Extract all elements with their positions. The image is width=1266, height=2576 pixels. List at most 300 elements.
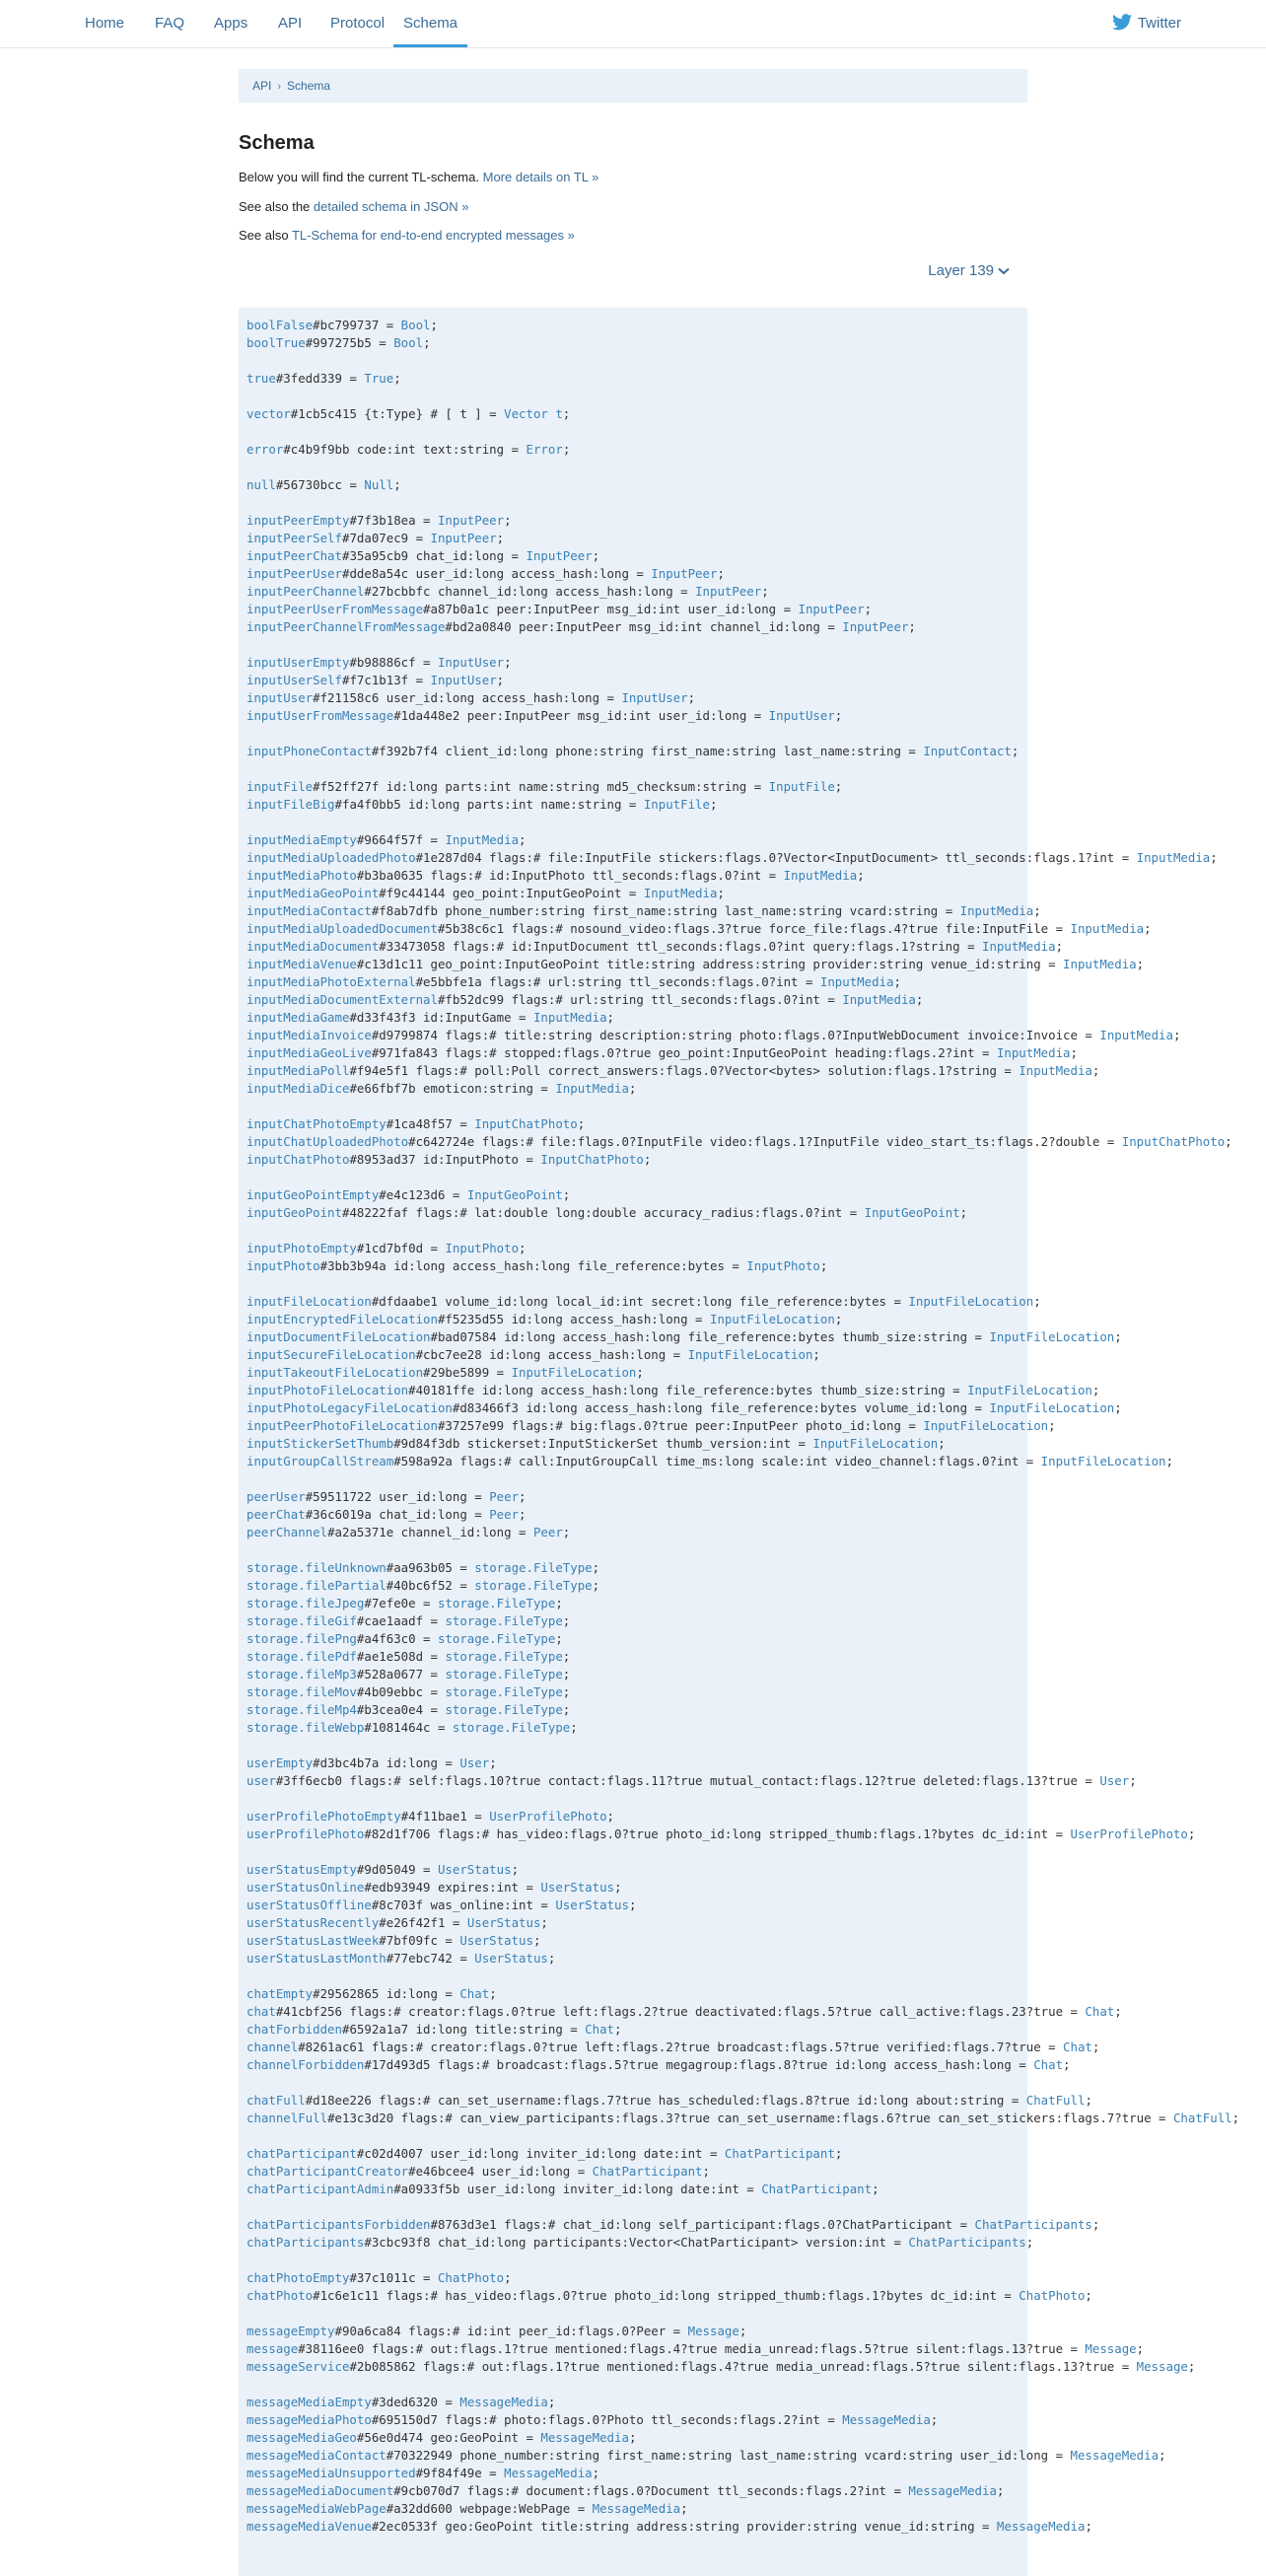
type-link[interactable]: ChatParticipant xyxy=(724,2146,835,2161)
type-link[interactable]: UserProfilePhoto xyxy=(1070,1826,1188,1841)
type-link[interactable]: InputFileLocation xyxy=(967,1383,1092,1397)
constructor-link[interactable]: inputMediaGeoPoint xyxy=(246,886,380,900)
schema-line xyxy=(246,1754,1020,1772)
type-link[interactable]: InputMedia xyxy=(1019,1063,1092,1078)
type-link[interactable]: InputFileLocation xyxy=(709,1312,835,1326)
type-link[interactable]: Bool xyxy=(400,318,431,332)
type-link[interactable]: UserProfilePhoto xyxy=(489,1809,607,1824)
type-link[interactable]: InputFileLocation xyxy=(1040,1454,1166,1468)
line-terminator: ; xyxy=(1055,939,1064,954)
type-link[interactable]: InputMedia xyxy=(555,1081,629,1096)
line-terminator: ; xyxy=(628,1081,637,1096)
type-link[interactable]: Peer xyxy=(489,1489,520,1504)
type-link[interactable]: InputChatPhoto xyxy=(1121,1134,1226,1149)
line-terminator: ; xyxy=(834,779,843,794)
constructor-link[interactable]: inputMediaGeoLive xyxy=(246,1045,372,1060)
type-link[interactable]: storage.FileType xyxy=(445,1702,563,1717)
constructor-link[interactable]: messageMediaContact xyxy=(246,2448,387,2463)
constructor-params: #8953ad37 id:InputPhoto = xyxy=(349,1152,541,1167)
type-link[interactable]: InputFileLocation xyxy=(908,1294,1034,1309)
constructor-link[interactable]: storage.fileUnknown xyxy=(246,1560,387,1575)
line-terminator: ; xyxy=(628,1897,637,1912)
type-link[interactable]: Peer xyxy=(489,1507,520,1522)
constructor-params: #8261ac61 flags:# creator:flags.0?true left:flags.2?true broadcast:flags.5?true verified:flags.7?true = xyxy=(298,2039,1064,2054)
type-link[interactable]: InputPeer xyxy=(695,584,762,599)
constructor-link[interactable]: inputPeerPhotoFileLocation xyxy=(246,1418,438,1433)
constructor-link[interactable]: storage.filePartial xyxy=(246,1578,387,1593)
constructor-link[interactable]: messageMediaDocument xyxy=(246,2483,394,2498)
constructor-link[interactable]: chatForbidden xyxy=(246,2022,342,2037)
type-link[interactable]: Error xyxy=(526,442,563,457)
type-link[interactable]: InputContact xyxy=(923,744,1012,758)
line-terminator: ; xyxy=(834,1312,843,1326)
line-terminator: ; xyxy=(489,1986,497,2001)
constructor-link[interactable]: inputMediaGame xyxy=(246,1010,350,1025)
layer-label: Layer 139 xyxy=(928,262,994,279)
constructor-params: #b3cea0e4 = xyxy=(356,1702,446,1717)
type-link[interactable]: InputFile xyxy=(768,779,835,794)
type-link[interactable]: InputMedia xyxy=(819,974,894,989)
type-link[interactable]: UserStatus xyxy=(437,1862,512,1877)
constructor-link[interactable]: messageMediaGeo xyxy=(246,2430,357,2445)
type-link[interactable]: UserStatus xyxy=(459,1933,533,1948)
constructor-link[interactable]: messageService xyxy=(246,2359,350,2374)
schema-blank-line xyxy=(246,814,1020,831)
constructor-link[interactable]: peerUser xyxy=(246,1489,306,1504)
schema-line xyxy=(246,991,1020,1009)
type-link[interactable]: InputFileLocation xyxy=(989,1329,1115,1344)
constructor-link[interactable]: inputUserEmpty xyxy=(246,655,350,670)
type-link[interactable]: storage.FileType xyxy=(452,1720,571,1735)
type-link[interactable]: Message xyxy=(1085,2341,1137,2356)
type-link[interactable]: InputMedia xyxy=(783,868,858,883)
breadcrumb-separator: › xyxy=(277,81,282,93)
line-terminator: ; xyxy=(423,335,431,350)
constructor-link[interactable]: inputUser xyxy=(246,690,314,705)
line-terminator: ; xyxy=(1025,2235,1034,2250)
nav-api[interactable]: API xyxy=(278,15,303,32)
constructor-link[interactable]: inputGroupCallStream xyxy=(246,1454,394,1468)
type-link[interactable]: User xyxy=(1099,1773,1130,1788)
type-link[interactable]: ChatPhoto xyxy=(1019,2288,1086,2303)
constructor-params: #f94e5f1 flags:# poll:Poll correct_answers:flags.0?Vector<bytes> solution:flags.1?string = xyxy=(349,1063,1020,1078)
schema-line xyxy=(246,707,1020,725)
constructor-link[interactable]: inputPeerSelf xyxy=(246,531,342,545)
constructor-params: #e5bbfe1a flags:# url:string ttl_seconds:flags.0?int = xyxy=(415,974,820,989)
constructor-link[interactable]: vector xyxy=(246,406,291,421)
constructor-link[interactable]: inputSecureFileLocation xyxy=(246,1347,416,1362)
constructor-link[interactable]: userStatusOnline xyxy=(246,1880,365,1895)
type-link[interactable]: storage.FileType xyxy=(437,1631,556,1646)
constructor-link[interactable]: chatParticipantCreator xyxy=(246,2164,409,2179)
constructor-link[interactable]: inputChatUploadedPhoto xyxy=(246,1134,409,1149)
constructor-link[interactable]: inputEncryptedFileLocation xyxy=(246,1312,438,1326)
type-link[interactable]: InputPeer xyxy=(651,566,718,581)
type-link[interactable]: MessageMedia xyxy=(842,2412,931,2427)
constructor-link[interactable]: inputPeerEmpty xyxy=(246,513,350,528)
constructor-link[interactable]: inputMediaVenue xyxy=(246,957,357,971)
constructor-link[interactable]: inputPeerUser xyxy=(246,566,342,581)
schema-line xyxy=(246,618,1020,636)
constructor-link[interactable]: inputPeerChat xyxy=(246,548,342,563)
constructor-link[interactable]: inputGeoPoint xyxy=(246,1205,342,1220)
constructor-link[interactable]: inputMediaPoll xyxy=(246,1063,350,1078)
type-link[interactable]: storage.FileType xyxy=(445,1684,563,1699)
type-link[interactable]: InputPeer xyxy=(430,531,497,545)
schema-line xyxy=(246,2429,1020,2447)
constructor-params: #fa4f0bb5 id:long parts:int name:string = xyxy=(334,797,644,812)
type-link[interactable]: User xyxy=(459,1755,490,1770)
line-terminator: ; xyxy=(592,1578,600,1593)
schema-line xyxy=(246,778,1020,796)
constructor-link[interactable]: storage.filePng xyxy=(246,1631,357,1646)
constructor-link[interactable]: inputMediaInvoice xyxy=(246,1028,372,1042)
line-terminator: ; xyxy=(519,1507,527,1522)
type-link[interactable]: InputUser xyxy=(437,655,505,670)
schema-line xyxy=(246,1879,1020,1896)
type-link[interactable]: MessageMedia xyxy=(996,2519,1086,2534)
constructor-link[interactable]: boolTrue xyxy=(246,335,306,350)
type-link[interactable]: InputFileLocation xyxy=(687,1347,813,1362)
schema-line xyxy=(246,1524,1020,1541)
line-terminator: ; xyxy=(532,1933,541,1948)
constructor-link[interactable]: chatEmpty xyxy=(246,1986,314,2001)
type-link[interactable]: MessageMedia xyxy=(504,2466,593,2480)
line-terminator: ; xyxy=(489,1755,497,1770)
schema-line xyxy=(246,743,1020,760)
line-terminator: ; xyxy=(1136,957,1145,971)
type-link[interactable]: InputMedia xyxy=(1063,957,1137,971)
line-terminator: ; xyxy=(540,1915,548,1930)
constructor-link[interactable]: inputFile xyxy=(246,779,314,794)
type-link[interactable]: Chat xyxy=(1033,2057,1064,2072)
type-link[interactable]: InputMedia xyxy=(1136,850,1211,865)
constructor-link[interactable]: inputFileLocation xyxy=(246,1294,372,1309)
type-link[interactable]: InputUser xyxy=(768,708,835,723)
e2e-schema-link[interactable]: TL-Schema for end-to-end encrypted messages » xyxy=(291,228,575,243)
constructor-link[interactable]: inputMediaUploadedPhoto xyxy=(246,850,416,865)
type-link[interactable]: InputChatPhoto xyxy=(540,1152,644,1167)
constructor-link[interactable]: userStatusLastMonth xyxy=(246,1951,387,1966)
type-link[interactable]: UserStatus xyxy=(474,1951,548,1966)
constructor-params: #56e0d474 geo:GeoPoint = xyxy=(356,2430,541,2445)
type-link[interactable]: InputMedia xyxy=(996,1045,1071,1060)
line-terminator: ; xyxy=(1033,1294,1041,1309)
type-link[interactable]: storage.FileType xyxy=(445,1667,563,1682)
type-link[interactable]: Null xyxy=(364,477,394,492)
constructor-link[interactable]: inputPhotoEmpty xyxy=(246,1241,357,1255)
type-link[interactable]: InputMedia xyxy=(643,886,718,900)
constructor-params: #27bcbbfc channel_id:long access_hash:long = xyxy=(364,584,696,599)
line-terminator: ; xyxy=(519,1489,527,1504)
constructor-link[interactable]: chatPhoto xyxy=(246,2288,314,2303)
line-terminator: ; xyxy=(562,1525,571,1539)
type-link[interactable]: InputUser xyxy=(621,690,688,705)
constructor-link[interactable]: storage.fileMp3 xyxy=(246,1667,357,1682)
type-link[interactable]: ChatFull xyxy=(1172,2111,1232,2125)
constructor-link[interactable]: inputUserSelf xyxy=(246,673,342,687)
schema-line xyxy=(246,1364,1020,1382)
constructor-link[interactable]: chatParticipant xyxy=(246,2146,357,2161)
constructor-link[interactable]: inputDocumentFileLocation xyxy=(246,1329,431,1344)
constructor-params: #cbc7ee28 id:long access_hash:long = xyxy=(415,1347,688,1362)
breadcrumb-schema[interactable]: Schema xyxy=(287,79,331,93)
constructor-link[interactable]: inputPeerUserFromMessage xyxy=(246,602,424,616)
line-terminator: ; xyxy=(562,442,571,457)
schema-line xyxy=(246,1062,1100,1080)
line-terminator: ; xyxy=(496,531,505,545)
constructor-link[interactable]: chatFull xyxy=(246,2093,306,2108)
type-link[interactable]: Message xyxy=(687,2324,739,2338)
constructor-link[interactable]: peerChannel xyxy=(246,1525,328,1539)
type-link[interactable]: UserStatus xyxy=(555,1897,629,1912)
constructor-link[interactable]: inputPhotoFileLocation xyxy=(246,1383,409,1397)
type-link[interactable]: ChatParticipant xyxy=(592,2164,703,2179)
line-terminator: ; xyxy=(864,602,873,616)
constructor-link[interactable]: message xyxy=(246,2341,299,2356)
type-link[interactable]: ChatParticipants xyxy=(908,2235,1026,2250)
type-link[interactable]: InputGeoPoint xyxy=(864,1205,960,1220)
type-link[interactable]: storage.FileType xyxy=(474,1560,593,1575)
line-terminator: ; xyxy=(562,1667,571,1682)
type-link[interactable]: ChatFull xyxy=(1025,2093,1086,2108)
type-link[interactable]: InputMedia xyxy=(1070,921,1145,936)
type-link[interactable]: Chat xyxy=(1085,2004,1115,2019)
type-link[interactable]: InputMedia xyxy=(842,992,916,1007)
type-link[interactable]: MessageMedia xyxy=(592,2501,681,2516)
type-link[interactable]: storage.FileType xyxy=(445,1613,563,1628)
constructor-link[interactable]: null xyxy=(246,477,276,492)
line-terminator: ; xyxy=(1063,2057,1071,2072)
type-link[interactable]: UserStatus xyxy=(540,1880,615,1895)
type-link[interactable]: storage.FileType xyxy=(437,1596,556,1610)
constructor-link[interactable]: inputMediaEmpty xyxy=(246,832,357,847)
constructor-link[interactable]: storage.filePdf xyxy=(246,1649,357,1664)
schema-line xyxy=(246,849,1218,867)
constructor-link[interactable]: inputPeerChannelFromMessage xyxy=(246,619,446,634)
type-link[interactable]: MessageMedia xyxy=(1070,2448,1160,2463)
schema-line xyxy=(246,654,1020,672)
schema-line xyxy=(246,1648,1020,1666)
schema-line xyxy=(246,938,1064,956)
type-link[interactable]: InputFile xyxy=(643,797,710,812)
constructor-link[interactable]: peerChat xyxy=(246,1507,306,1522)
constructor-params: #9f84f49e = xyxy=(415,2466,505,2480)
constructor-link[interactable]: inputChatPhoto xyxy=(246,1152,350,1167)
type-link[interactable]: InputPeer xyxy=(842,619,909,634)
type-link[interactable]: InputPeer xyxy=(526,548,593,563)
constructor-params: #bad07584 id:long access_hash:long file_reference:bytes thumb_size:string = xyxy=(430,1329,990,1344)
constructor-params: #d83466f3 id:long access_hash:long file_reference:bytes volume_id:long = xyxy=(452,1400,990,1415)
constructor-params: #e46bcee4 user_id:long = xyxy=(408,2164,593,2179)
constructor-link[interactable]: inputUserFromMessage xyxy=(246,708,394,723)
constructor-link[interactable]: messageMediaEmpty xyxy=(246,2395,372,2409)
nav-protocol[interactable]: Protocol xyxy=(330,15,386,32)
constructor-link[interactable]: storage.fileJpeg xyxy=(246,1596,365,1610)
constructor-link[interactable]: channel xyxy=(246,2039,299,2054)
constructor-params: #8c703f was_online:int = xyxy=(371,1897,556,1912)
constructor-link[interactable]: inputPeerChannel xyxy=(246,584,365,599)
type-link[interactable]: ChatPhoto xyxy=(437,2270,505,2285)
nav-home[interactable]: Home xyxy=(85,15,125,32)
type-link[interactable]: InputPeer xyxy=(437,513,505,528)
breadcrumb-api[interactable]: API xyxy=(252,79,272,93)
constructor-link[interactable]: channelForbidden xyxy=(246,2057,365,2072)
e2e-line xyxy=(239,228,575,243)
constructor-link[interactable]: messageEmpty xyxy=(246,2324,335,2338)
constructor-link[interactable]: userProfilePhotoEmpty xyxy=(246,1809,401,1824)
constructor-link[interactable]: inputPhoto xyxy=(246,1258,320,1273)
schema-line xyxy=(246,1453,1173,1470)
type-link[interactable]: InputFileLocation xyxy=(989,1400,1115,1415)
type-link[interactable]: InputPeer xyxy=(798,602,865,616)
constructor-params: #5b38c6c1 flags:# nosound_video:flags.3?true force_file:flags.4?true file:InputFile = xyxy=(437,921,1071,936)
constructor-link[interactable]: inputMediaPhotoExternal xyxy=(246,974,416,989)
type-link[interactable]: storage.FileType xyxy=(445,1649,563,1664)
line-terminator: ; xyxy=(562,1684,571,1699)
constructor-link[interactable]: inputPhoneContact xyxy=(246,744,372,758)
line-terminator: ; xyxy=(555,1596,563,1610)
constructor-link[interactable]: chatParticipants xyxy=(246,2235,365,2250)
constructor-params: #971fa843 flags:# stopped:flags.0?true geo_point:InputGeoPoint heading:flags.2?int = xyxy=(371,1045,997,1060)
constructor-params: #dde8a54c user_id:long access_hash:long = xyxy=(341,566,652,581)
type-link[interactable]: ChatParticipant xyxy=(761,2182,873,2196)
constructor-link[interactable]: userStatusOffline xyxy=(246,1897,372,1912)
json-prefix: See also the xyxy=(239,199,311,214)
type-link[interactable]: Chat xyxy=(585,2022,615,2037)
schema-line xyxy=(246,1328,1122,1346)
constructor-link[interactable]: chat xyxy=(246,2004,276,2019)
constructor-link[interactable]: storage.fileMp4 xyxy=(246,1702,357,1717)
constructor-link[interactable]: inputPhotoLegacyFileLocation xyxy=(246,1400,453,1415)
schema-blank-line xyxy=(246,1275,1020,1293)
intro-line xyxy=(239,170,598,184)
type-link[interactable]: Chat xyxy=(459,1986,490,2001)
line-terminator: ; xyxy=(930,2412,939,2427)
line-terminator: ; xyxy=(562,406,571,421)
type-link[interactable]: MessageMedia xyxy=(540,2430,629,2445)
schema-line xyxy=(246,1009,1020,1027)
json-schema-link[interactable]: detailed schema in JSON » xyxy=(313,199,469,214)
constructor-link[interactable]: chatParticipantsForbidden xyxy=(246,2217,431,2232)
constructor-link[interactable]: inputGeoPointEmpty xyxy=(246,1187,380,1202)
constructor-link[interactable]: userStatusEmpty xyxy=(246,1862,357,1877)
constructor-link[interactable]: inputMediaUploadedDocument xyxy=(246,921,438,936)
constructor-link[interactable]: inputMediaDice xyxy=(246,1081,350,1096)
constructor-link[interactable]: error xyxy=(246,442,284,457)
constructor-link[interactable]: inputChatPhotoEmpty xyxy=(246,1116,387,1131)
type-link[interactable]: InputUser xyxy=(430,673,497,687)
constructor-link[interactable]: storage.fileMov xyxy=(246,1684,357,1699)
schema-line xyxy=(246,2234,1034,2252)
schema-line xyxy=(246,441,1020,459)
type-link[interactable]: MessageMedia xyxy=(908,2483,997,2498)
line-terminator: ; xyxy=(761,584,769,599)
type-link[interactable]: True xyxy=(364,371,394,386)
constructor-params: #2b085862 flags:# out:flags.1?true mentioned:flags.4?true media_unread:flags.5?true silent:flags.13?true = xyxy=(349,2359,1137,2374)
schema-line xyxy=(246,2181,1020,2198)
line-terminator: ; xyxy=(1187,2359,1196,2374)
schema-text xyxy=(239,308,1240,2544)
constructor-params: #1cd7bf0d = xyxy=(356,1241,446,1255)
type-link[interactable]: InputPhoto xyxy=(445,1241,520,1255)
constructor-link[interactable]: messageMediaWebPage xyxy=(246,2501,387,2516)
nav-faq[interactable]: FAQ xyxy=(155,15,185,32)
constructor-link[interactable]: storage.fileGif xyxy=(246,1613,357,1628)
schema-blank-line xyxy=(246,1737,1020,1754)
constructor-link[interactable]: userEmpty xyxy=(246,1755,314,1770)
type-link[interactable]: storage.FileType xyxy=(474,1578,593,1593)
constructor-link[interactable]: inputMediaContact xyxy=(246,903,372,918)
schema-blank-line xyxy=(246,1098,1020,1115)
type-link[interactable]: InputFileLocation xyxy=(812,1436,939,1451)
schema-line xyxy=(246,2465,1020,2482)
constructor-link[interactable]: inputMediaDocumentExternal xyxy=(246,992,438,1007)
type-link[interactable]: InputGeoPoint xyxy=(466,1187,563,1202)
type-link[interactable]: InputMedia xyxy=(1099,1028,1173,1042)
constructor-link[interactable]: user xyxy=(246,1773,276,1788)
type-link[interactable]: Bool xyxy=(393,335,424,350)
constructor-link[interactable]: inputStickerSetThumb xyxy=(246,1436,394,1451)
type-link[interactable]: Chat xyxy=(1063,2039,1092,2054)
constructor-link[interactable]: messageMediaPhoto xyxy=(246,2412,372,2427)
schema-blank-line xyxy=(246,2074,1020,2092)
schema-line xyxy=(246,2163,1020,2181)
constructor-params: #a4f63c0 = xyxy=(356,1631,438,1646)
type-link[interactable]: InputChatPhoto xyxy=(474,1116,578,1131)
type-link[interactable]: InputFileLocation xyxy=(511,1365,637,1380)
constructor-link[interactable]: channelFull xyxy=(246,2111,328,2125)
type-link[interactable]: InputMedia xyxy=(532,1010,607,1025)
constructor-link[interactable]: chatParticipantAdmin xyxy=(246,2182,394,2196)
twitter-link[interactable] xyxy=(1112,0,1181,47)
constructor-link[interactable]: inputTakeoutFileLocation xyxy=(246,1365,424,1380)
schema-line xyxy=(246,1808,1020,1825)
type-link[interactable]: Message xyxy=(1136,2359,1188,2374)
constructor-link[interactable]: boolFalse xyxy=(246,318,314,332)
line-terminator: ; xyxy=(1033,903,1041,918)
type-link[interactable]: InputPhoto xyxy=(746,1258,820,1273)
line-terminator: ; xyxy=(592,2466,600,2480)
constructor-link[interactable]: inputMediaPhoto xyxy=(246,868,357,883)
type-link[interactable]: InputFileLocation xyxy=(923,1418,1049,1433)
constructor-link[interactable]: inputMediaDocument xyxy=(246,939,380,954)
nav-apps[interactable]: Apps xyxy=(214,15,248,32)
layer-dropdown[interactable] xyxy=(928,262,1010,279)
constructor-link[interactable]: userProfilePhoto xyxy=(246,1826,365,1841)
more-details-link[interactable]: More details on TL » xyxy=(482,170,599,184)
type-link[interactable]: ChatParticipants xyxy=(974,2217,1092,2232)
constructor-link[interactable]: userStatusRecently xyxy=(246,1915,380,1930)
constructor-link[interactable]: messageMediaUnsupported xyxy=(246,2466,416,2480)
type-link[interactable]: MessageMedia xyxy=(459,2395,548,2409)
type-link[interactable]: UserStatus xyxy=(466,1915,541,1930)
constructor-link[interactable]: true xyxy=(246,371,276,386)
constructor-link[interactable]: messageMediaVenue xyxy=(246,2519,372,2534)
line-terminator: ; xyxy=(1172,1028,1181,1042)
type-link[interactable]: Peer xyxy=(532,1525,563,1539)
type-link[interactable]: InputMedia xyxy=(445,832,520,847)
nav-schema[interactable]: Schema xyxy=(393,0,467,47)
type-link[interactable]: Vector t xyxy=(504,406,563,421)
constructor-link[interactable]: storage.fileWebp xyxy=(246,1720,365,1735)
constructor-params: #f52ff27f id:long parts:int name:string md5_checksum:string = xyxy=(313,779,769,794)
constructor-link[interactable]: chatPhotoEmpty xyxy=(246,2270,350,2285)
type-link[interactable]: InputMedia xyxy=(959,903,1034,918)
constructor-link[interactable]: userStatusLastWeek xyxy=(246,1933,380,1948)
type-link[interactable]: InputMedia xyxy=(981,939,1056,954)
constructor-link[interactable]: inputFileBig xyxy=(246,797,335,812)
